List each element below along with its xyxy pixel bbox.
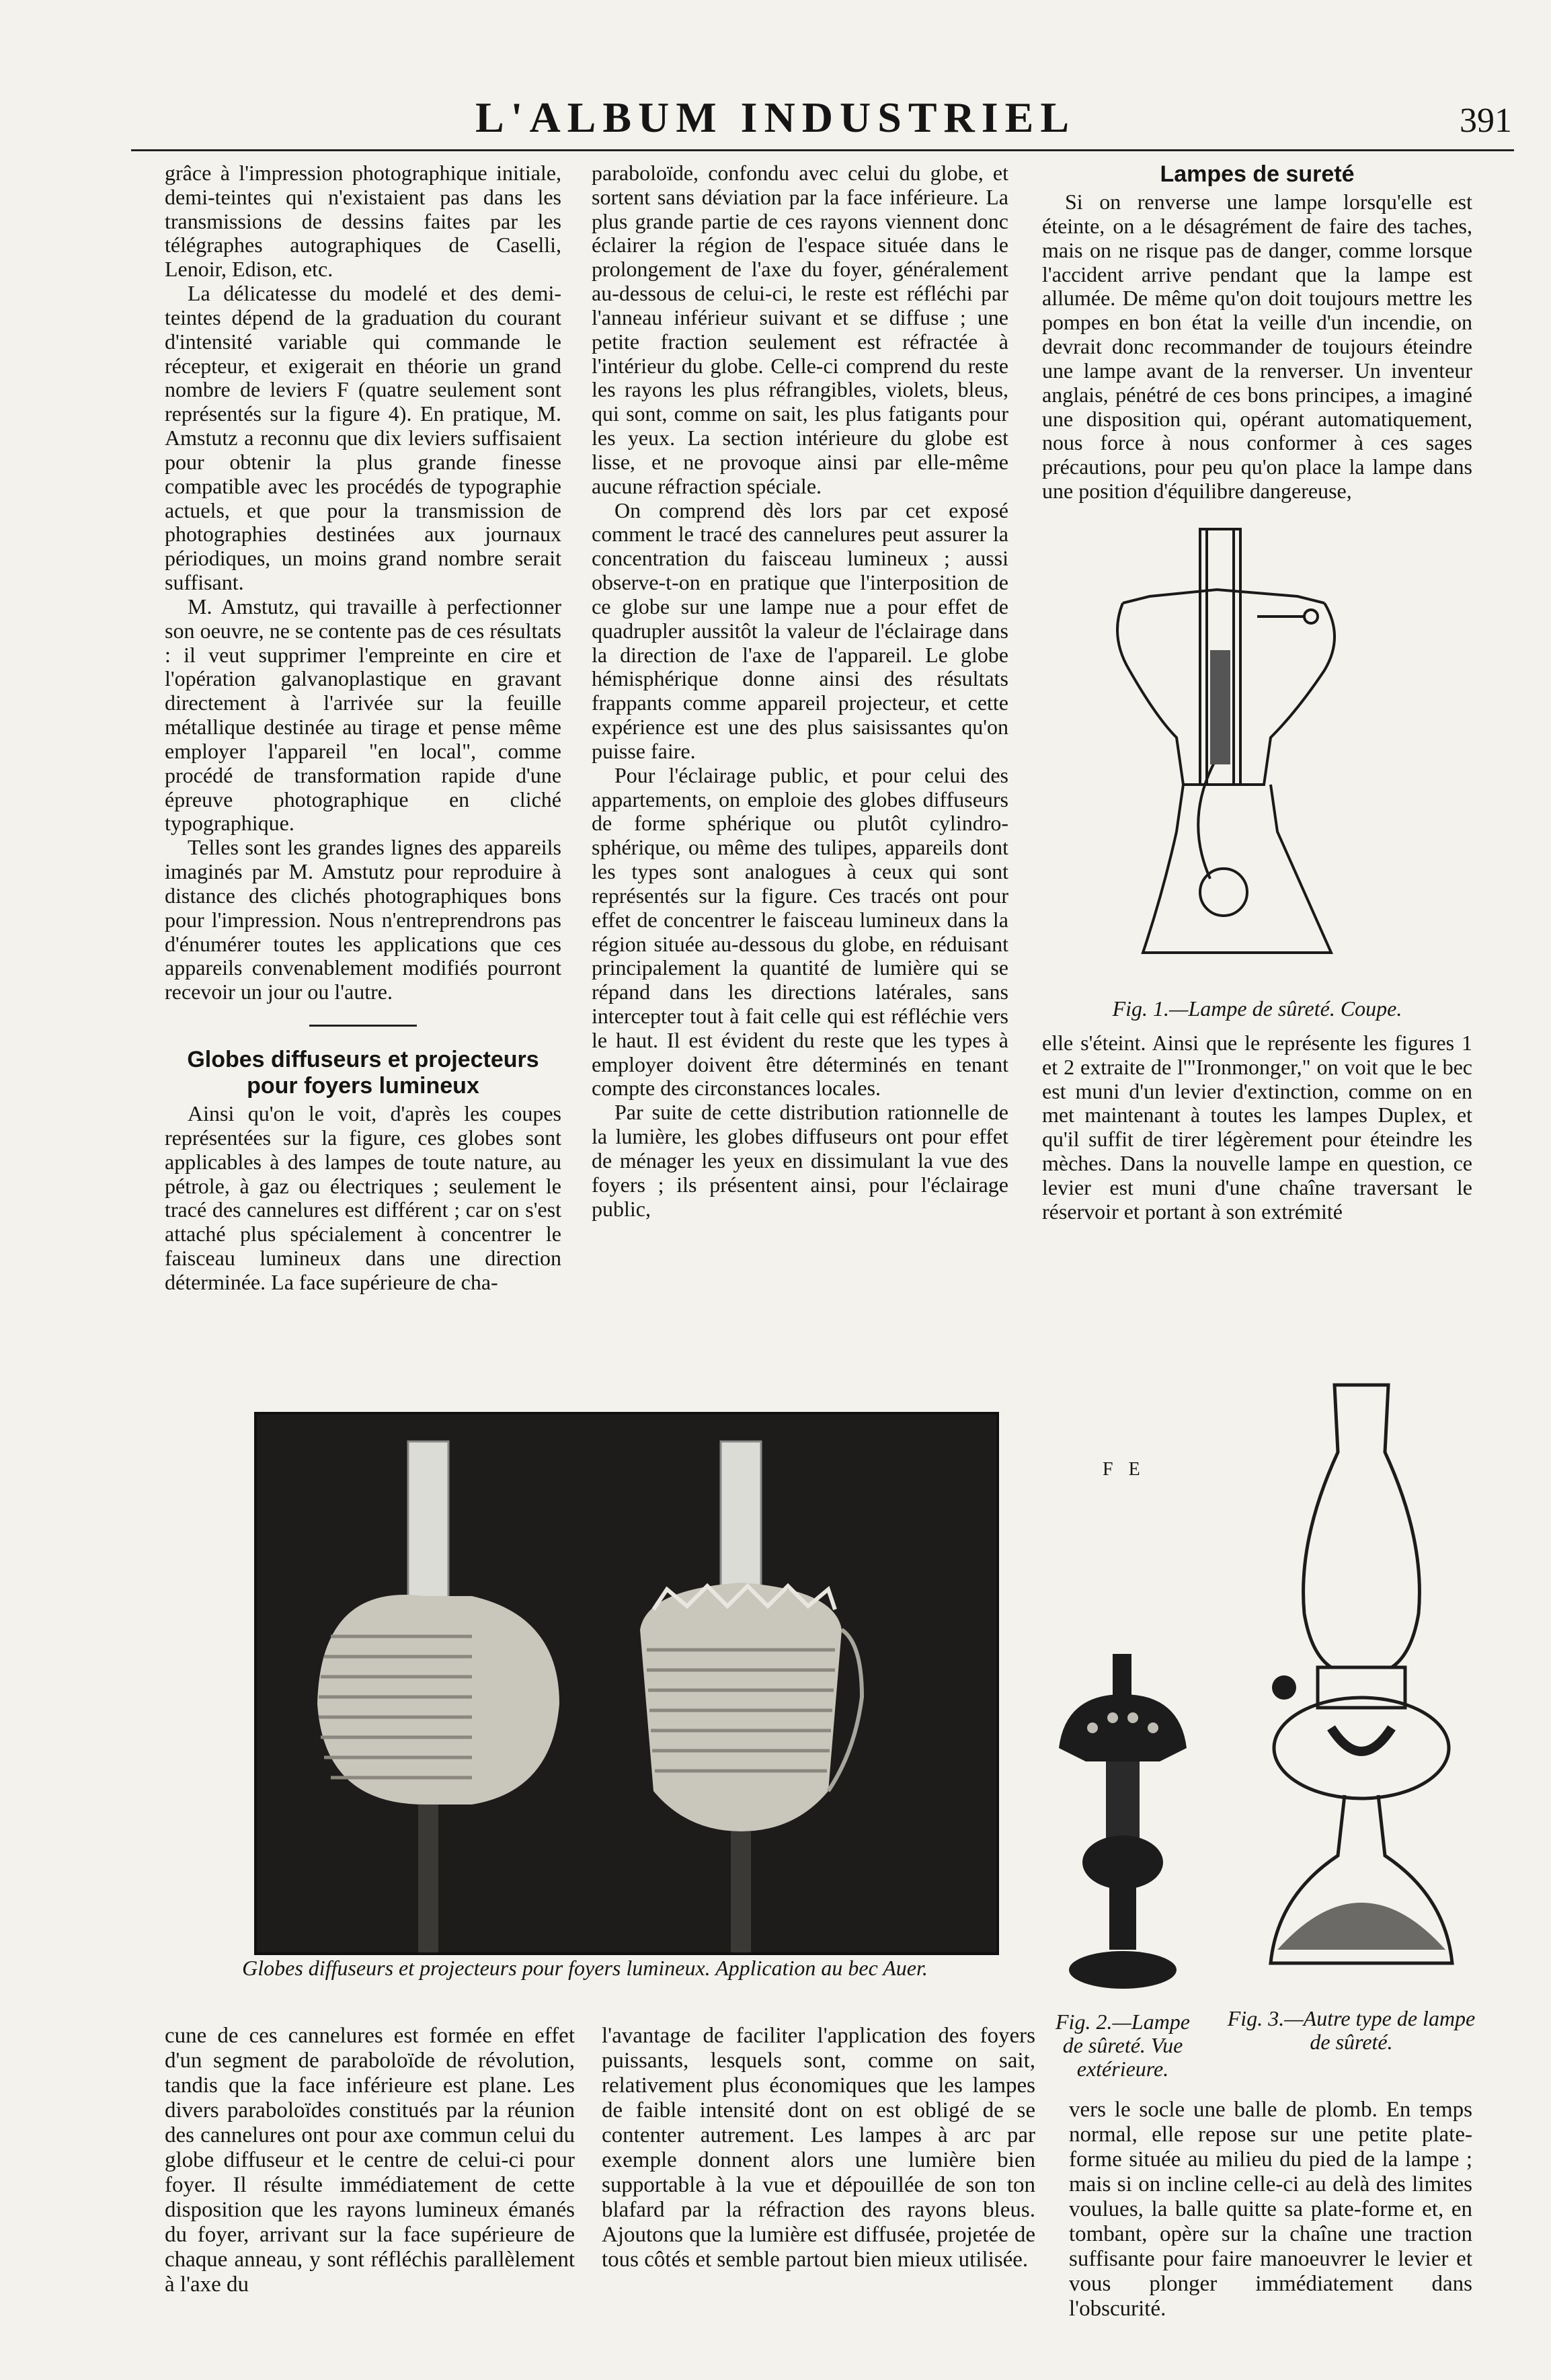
paragraph: Pour l'éclairage public, et pour celui des appartements, on emploie des globes diffuseurs de forme sphérique ou plutôt cylindro-sphérique, ou même des tulipes, appareils dont les types sont analogues à ceux qui sont représentés sur la figure. Ces tracés ont pour effet de concentrer le faisceau lumineux dans la région située au-dessous du globe, en réduisant principalement la quantité de lumière qui se répand dans les directions latérales, sans intercepter tout à fait celle qui est réfléchie vers le haut. Il est évident du reste que les types à employer doivent être déterminés en tenant compte des circonstances locales.	[592, 762, 1008, 1101]
section-heading-globes: Globes diffuseurs et projecteurs pour foyers lumineux	[187, 1046, 539, 1099]
paragraph: vers le socle une balle de plomb. En temps normal, elle repose sur une petite plate-forme située au milieu du pied de la lampe ; mais si on incline celle-ci au delà des limites voulues, la balle quitte sa plate-forme et, en tombant, opère sur la chaîne une traction suffisante pour faire manoeuvrer le levier et vous plonger immédiatement dans l'obscurité.	[1069, 2098, 1472, 2321]
column-left	[165, 161, 561, 1295]
figure-1-caption: Fig. 1.—Lampe de sûreté. Coupe.	[1112, 996, 1402, 1021]
lower-column-left	[165, 2024, 575, 2297]
paragraph: grâce à l'impression photographique initiale, demi-teintes qui n'existaient pas dans les transmissions de dessins faites par les télégraphes autographiques de Caselli, Lenoir, Edison, etc.	[165, 161, 561, 282]
lamp-exterior-drawing	[1039, 1647, 1207, 1997]
figure-3-caption: Fig. 3.—Autre type de lampe de sûreté.	[1227, 2006, 1476, 2055]
lamp-type-drawing	[1250, 1372, 1472, 1997]
paragraph: cune de ces cannelures est formée en effet d'un segment de paraboloïde de révolution, tandis que la face inférieure est plane. Les divers paraboloïdes constitués par la réunion des cannelures ont pour axe commun celui du globe diffuseur et le centre de celui-ci pour foyer. Il résulte immédiatement de cette disposition que les rayons lumineux émanés du foyer, arrivant sur la face supérieure de chaque anneau, y sont réfléchis parallèlement à l'axe du	[165, 2024, 575, 2297]
paragraph: paraboloïde, confondu avec celui du globe, et sortent sans déviation par la face inférieure. La plus grande partie de ces rayons viennent donc éclairer la région de l'espace située dans le prolongement de l'axe du foyer, généralement au-dessous de celui-ci, le reste est réfléchi par l'anneau inférieur suivant et se diffuse ; une petite fraction seulement est réfractée à l'intérieur du globe. Celle-ci comprend du reste les rayons les plus réfrangibles, violets, bleus, qui sont, comme on sait, les plus fatigants pour les yeux. La section intérieure du globe est lisse, et ne provoque ainsi par elle-même aucune réfraction spéciale.	[592, 161, 1008, 498]
page-title: L'ALBUM INDUSTRIEL	[475, 93, 1076, 141]
lower-column-middle	[602, 2024, 1035, 2272]
photo-caption: Globes diffuseurs et projecteurs pour foyers lumineux. Application au bec Auer.	[242, 1956, 928, 1980]
paragraph: Par suite de cette distribution rationnelle de la lumière, les globes diffuseurs ont pour effet de ménager les yeux en dissimulant la vue des foyers ; ils présentent ainsi, pour l'éclairage public,	[592, 1100, 1008, 1221]
paragraph: Si on renverse une lampe lorsqu'elle est éteinte, on a le désagrément de faire des taches, mais on ne risque pas de danger, comme lorsque l'accident arrive pendant que la lampe est allumée. De même qu'on doit toujours mettre les pompes en bon état la veille d'un incendie, on devrait donc recommander de toujours éteindre une lampe avant de la renverser. Un inventeur anglais, pénétré de ces bons principes, a imaginé une disposition qui, opérant automatiquement, nous force à nous conformer à ces sages précautions, pour peu qu'on place la lampe dans une position d'équilibre dangereuse,	[1042, 190, 1472, 504]
figure-3-lamp	[1250, 1372, 1472, 2000]
lower-column-right	[1069, 2098, 1472, 2322]
section-heading-lampes: Lampes de sureté	[1160, 161, 1355, 187]
globes-photograph	[254, 1412, 999, 1955]
paragraph: M. Amstutz, qui travaille à perfectionner son oeuvre, ne se contente pas de ces résultats : il veut supprimer l'empreinte en cire et l'opération galvanoplastique en gravant directement à l'arrivée sur la feuille métallique destinée au tirage et pense même employer l'appareil "en local", comme procédé de transformation rapide d'une épreuve photographique en cliché typographique.	[165, 594, 561, 836]
column-middle	[592, 161, 1008, 1221]
lamp-section-drawing	[1082, 516, 1405, 986]
globes-illustration	[257, 1415, 996, 1952]
paragraph: Telles sont les grandes lignes des appareils imaginés par M. Amstutz pour reproduire à distance des clichés photographiques bons pour l'impression. Nous n'entreprendrons pas d'énumérer toutes les applications que ces appareils convenablement modifiés pourront recevoir un jour ou l'autre.	[165, 835, 561, 1004]
column-right	[1042, 161, 1472, 1224]
figure-2-caption: Fig. 2.—Lampe de sûreté. Vue extérieure.	[1056, 2010, 1190, 2081]
paragraph: La délicatesse du modelé et des demi-teintes dépend de la graduation du courant d'intensité variable qui commande le récepteur, et exigerait en théorie un grand nombre de leviers F (quatre seulement sont représentés sur la figure 4). En pratique, M. Amstutz a reconnu que dix leviers suffisaient pour obtenir la plus grande finesse compatible avec les procédés de typographie actuels, et que pour la transmission de photographies destinées aux journaux périodiques, un moins grand nombre serait suffisant.	[165, 281, 561, 595]
section-divider	[309, 1025, 417, 1027]
paragraph: On comprend dès lors par cet exposé comment le tracé des cannelures peut assurer la concentration du faisceau lumineux ; aussi observe-t-on en pratique que l'interposition de ce globe sur une lampe nue a pour effet de quadrupler aussitôt la valeur de l'éclairage dans la direction de l'axe de l'appareil. Le globe hémisphérique donne ainsi des résultats frappants comme appareil projecteur, et cette expérience est une des plus saisissantes qu'on puisse faire.	[592, 498, 1008, 763]
page-number: 391	[1460, 102, 1512, 140]
paragraph: elle s'éteint. Ainsi que le représente les figures 1 et 2 extraite de l'"Ironmonger," on voit que le bec est muni d'un levier d'extinction, comme on en met maintenant à toutes les lampes Duplex, et qu'il suffit de tirer légèrement pour éteindre les mèches. Dans la nouvelle lampe en question, ce levier est muni d'une chaîne traversant le réservoir et portant à son extrémité	[1042, 1030, 1472, 1224]
figure-2-lamp	[1039, 1647, 1207, 2000]
figure-1-lamp-section	[1082, 516, 1472, 992]
paragraph: Ainsi qu'on le voit, d'après les coupes représentées sur la figure, ces globes sont applicables à des lampes de toute nature, au pétrole, à gaz ou électriques ; seulement le tracé des cannelures est différent ; car on s'est attaché plus spécialement à concentrer le faisceau lumineux dans une direction déterminée. La face supérieure de cha-	[165, 1101, 561, 1294]
paragraph: l'avantage de faciliter l'application des foyers puissants, lesquels sont, comme on sait, relativement plus économiques que les lampes de faible intensité dont on est obligé de se contenter autrement. Les lampes à arc par exemple donnent alors une lumière bien supportable à la vue et dépouillée de son ton blafard par la réfraction des rayons bleus. Ajoutons que la lumière est diffusée, projetée de tous côtés et semble partout bien mieux utilisée.	[602, 2024, 1035, 2272]
header-rule	[131, 149, 1514, 151]
figure-3-marks: F E	[1103, 1459, 1146, 1480]
